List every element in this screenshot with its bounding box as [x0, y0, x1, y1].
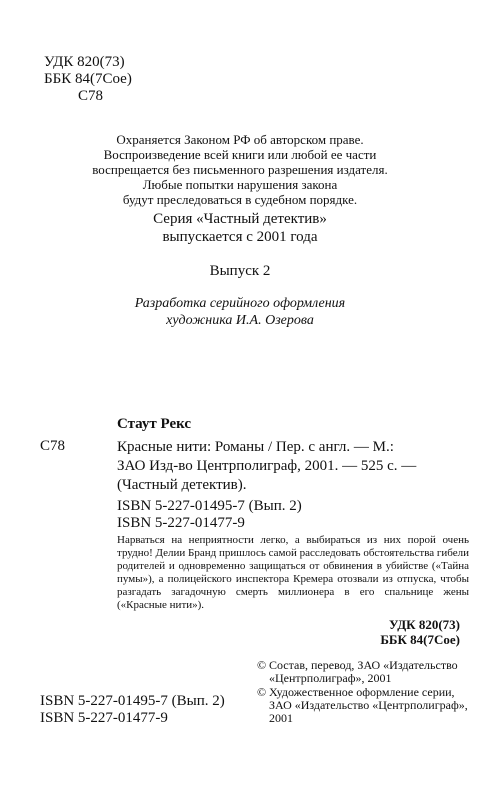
catalog-author: Стаут Рекс	[117, 416, 192, 432]
copyright-line: Охраняется Законом РФ об авторском праве.	[116, 132, 364, 147]
catalog-classification	[300, 617, 460, 647]
design-credit-line: художника И.А. Озерова	[166, 313, 314, 328]
author-mark: С78	[78, 88, 104, 104]
isbn-line: ISBN 5-227-01477-9	[40, 710, 168, 726]
copyright-notice	[60, 132, 420, 207]
catalog-isbn	[117, 498, 302, 532]
series-info	[60, 210, 420, 246]
bottom-isbn	[40, 693, 225, 727]
copyright-line: воспрещается без письменного разрешения издателя.	[92, 162, 388, 177]
copyright-symbol: ©	[257, 658, 267, 672]
design-credit-line: Разработка серийного оформления	[134, 296, 346, 311]
biblio-line: (Частный детектив).	[117, 477, 247, 493]
biblio-line: Красные нити: Романы / Пер. с англ. — М.:	[117, 439, 394, 455]
udk-code: УДК 820(73)	[44, 54, 125, 70]
bbk-code: ББК 84(7Сое)	[44, 71, 132, 87]
bbk-code: ББК 84(7Сое)	[380, 632, 460, 647]
catalog-author-mark: С78	[40, 438, 66, 454]
copyright-holders	[257, 659, 472, 725]
isbn-line: ISBN 5-227-01495-7 (Вып. 2)	[117, 498, 302, 514]
copyright-line: будут преследоваться в судебном порядке.	[122, 192, 358, 207]
copyright-text: Художественное оформление серии, ЗАО «Издательство «Центрполиграф», 2001	[269, 685, 468, 725]
copyright-symbol: ©	[257, 685, 267, 699]
isbn-line: ISBN 5-227-01477-9	[117, 515, 245, 531]
header-classification	[44, 54, 132, 105]
series-since: выпускается с 2001 года	[162, 229, 318, 245]
copyright-entry	[257, 686, 472, 725]
series-name: Серия «Частный детектив»	[153, 211, 327, 227]
book-annotation: Нарваться на неприятности легко, а выбираться из них порой очень трудно! Делии Бранд пришлось самой расследовать обстоятельства гибели родителей и одновременно защищаться от обвинения в убийстве («Тайна пумы»), а полицейского инспектора Кремера отозвали из отпуска, чтобы разгадать загадочную смерть миллионера в его спальнице жены («Красные нити»).	[117, 534, 469, 611]
udk-code: УДК 820(73)	[388, 617, 460, 632]
isbn-line: ISBN 5-227-01495-7 (Вып. 2)	[40, 693, 225, 709]
biblio-line: ЗАО Изд-во Центрполиграф, 2001. — 525 с. —	[117, 458, 417, 474]
copyright-text: Состав, перевод, ЗАО «Издательство «Центрполиграф», 2001	[269, 658, 458, 685]
design-credit	[60, 295, 420, 329]
copyright-line: Воспроизведение всей книги или любой ее части	[103, 147, 377, 162]
issue-number: Выпуск 2	[209, 263, 271, 279]
copyright-entry	[257, 659, 472, 685]
bibliographic-description	[117, 438, 465, 495]
copyright-line: Любые попытки нарушения закона	[142, 177, 338, 192]
